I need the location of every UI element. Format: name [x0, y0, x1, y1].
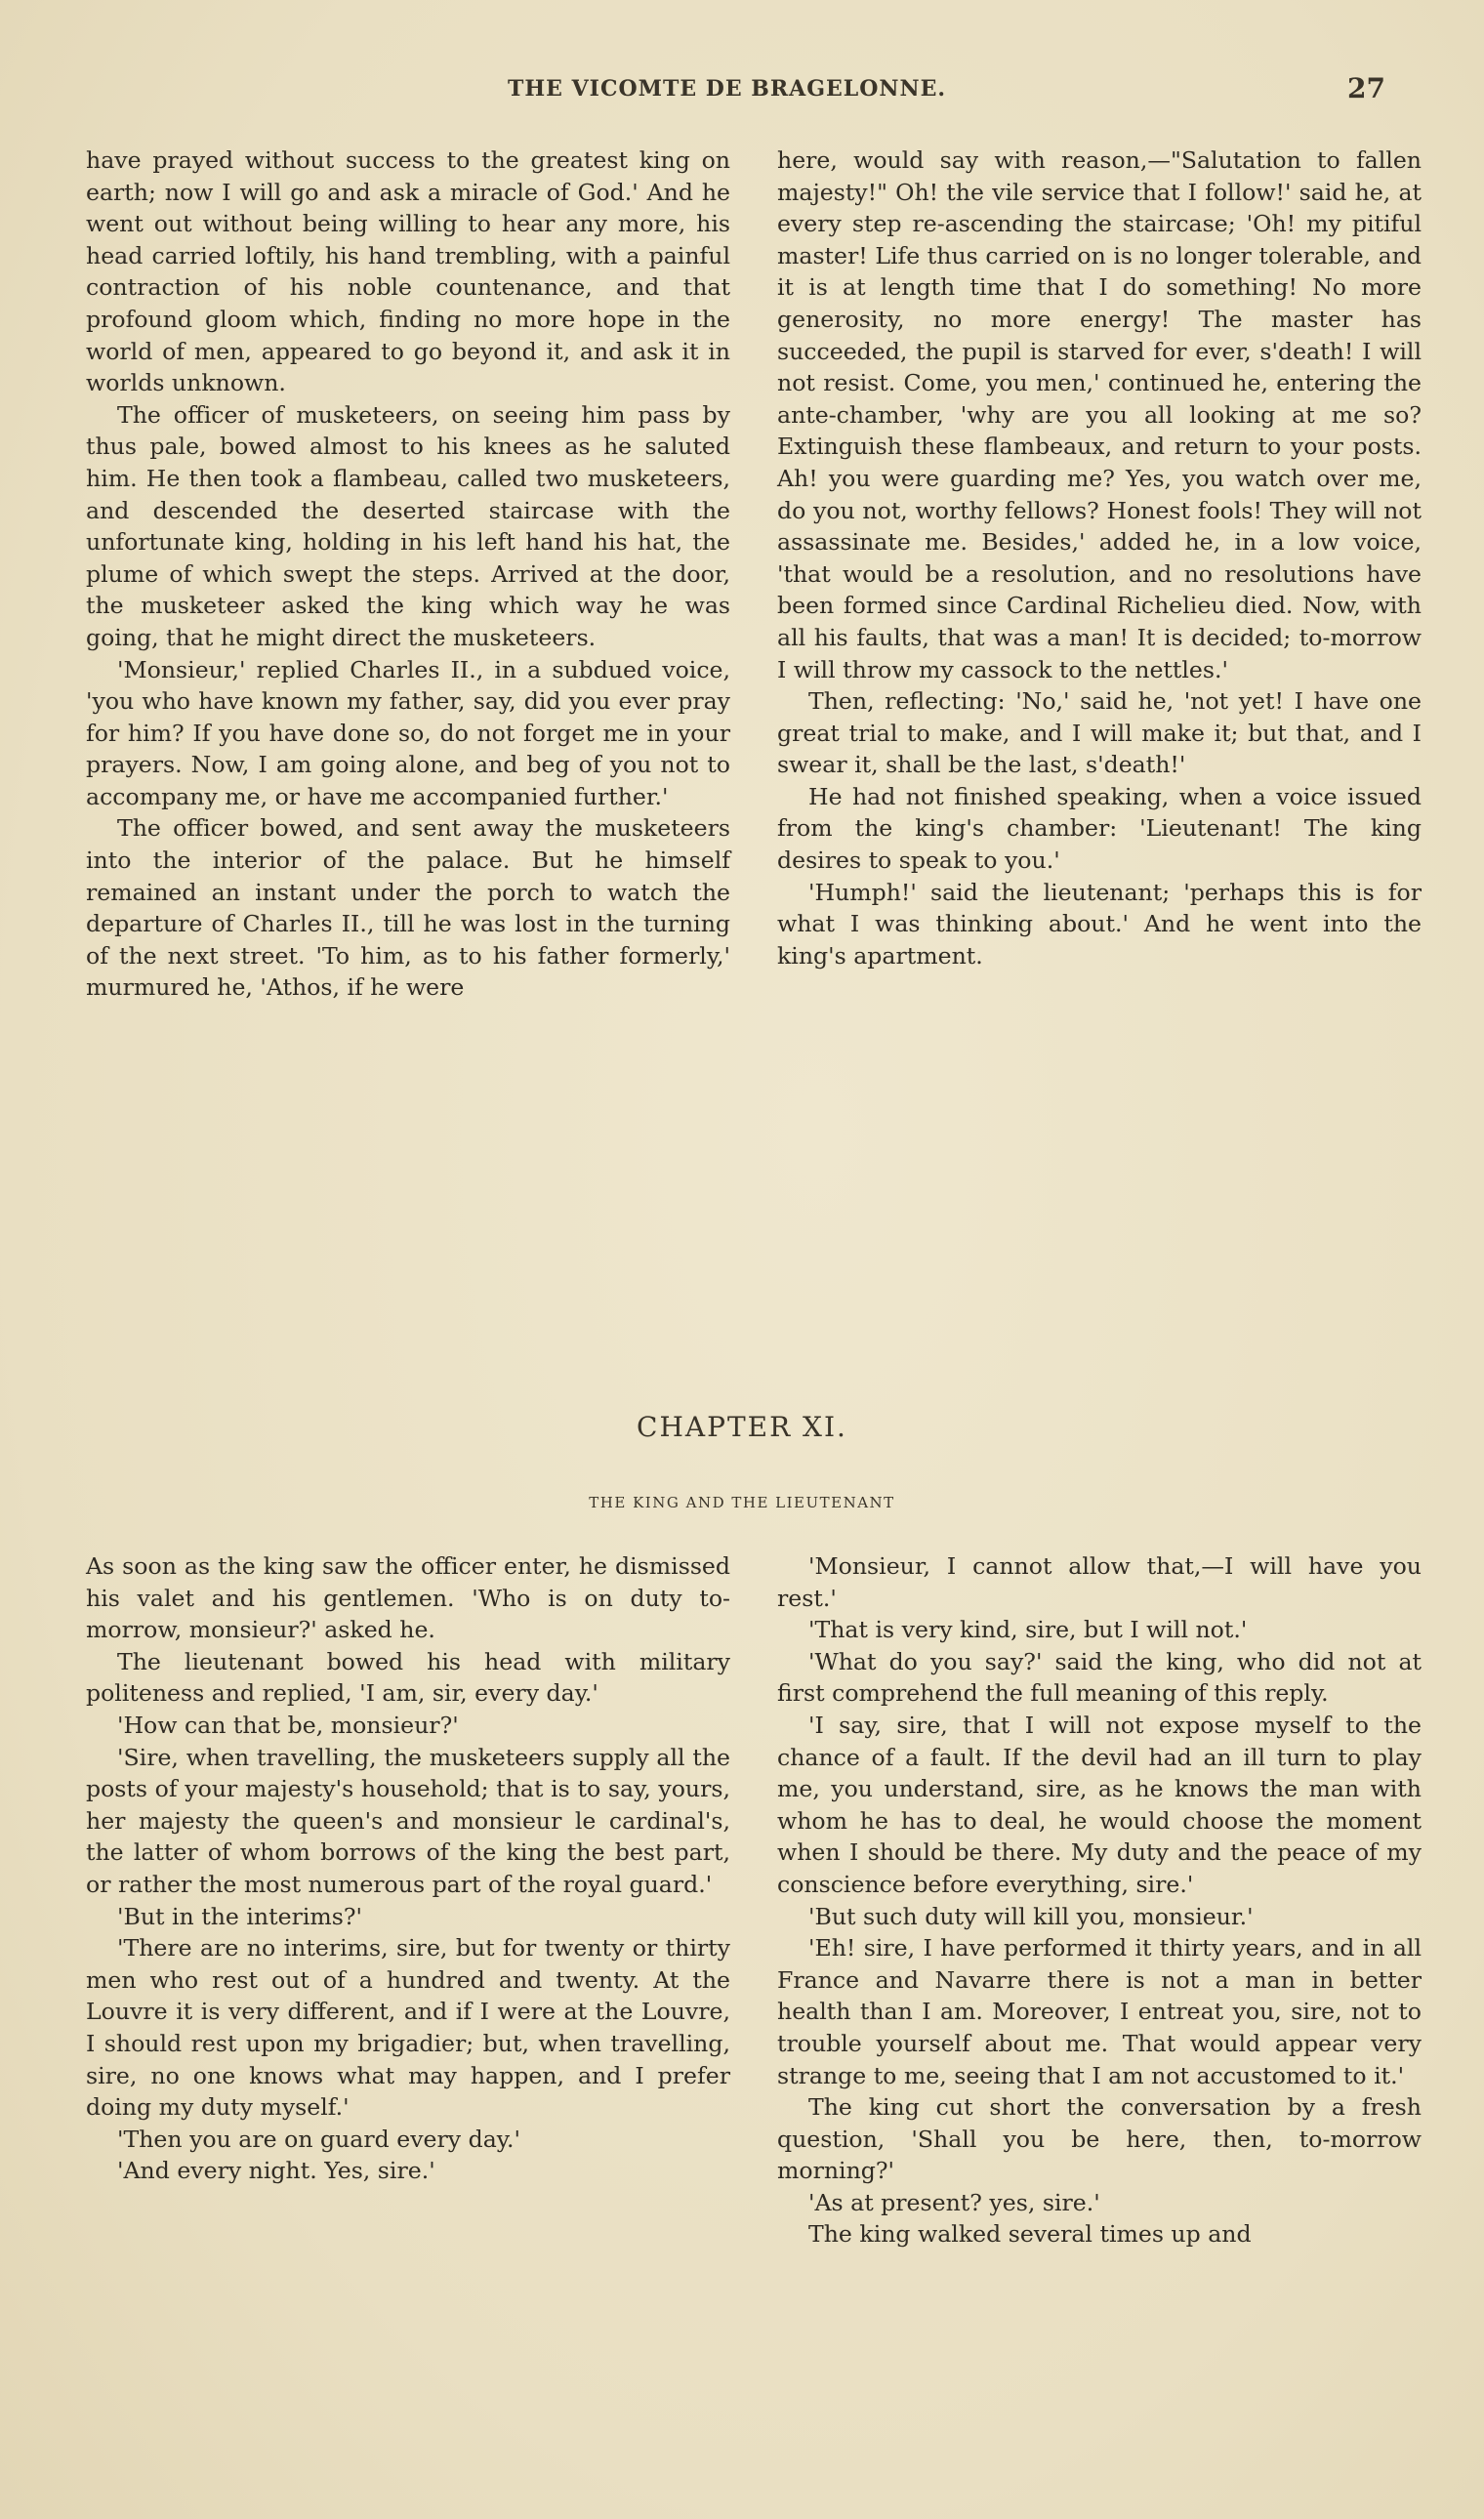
- page-number: 27: [1347, 72, 1385, 104]
- paragraph: Then, reflecting: 'No,' said he, 'not yet! I have one great trial to make, and I will make it; but that, and I swear it, shall be the last, s'death!': [777, 687, 1422, 779]
- paragraph: 'As at present? yes, sire.': [808, 2188, 1100, 2216]
- text-column-top-left: [86, 145, 730, 1004]
- paragraph: 'That is very kind, sire, but I will not.': [808, 1616, 1248, 1644]
- paragraph: The officer bowed, and sent away the musketeers into the interior of the palace. But he himself remained an instant under the porch to watch the departure of Charles II., till he was lost in the turning of the next street. 'To him, as to his father formerly,' murmured he, 'Athos, if he were: [86, 814, 730, 1002]
- running-title: THE VICOMTE DE BRAGELONNE.: [508, 76, 947, 102]
- paragraph: here, would say with reason,—"Salutation to fallen majesty!" Oh! the vile service that I follow!' said he, at every step re-ascending the staircase; 'Oh! my pitiful master! Life thus carried on is no longer tolerable, and it is at length time that I do something! No more generosity, no more energy! The master has succeeded, the pupil is starved for ever, s'death! I will not resist. Come, you men,' continued he, entering the ante-chamber, 'why are you all looking at me so? Extinguish these flambeaux, and return to your posts. Ah! you were guarding me? Yes, you watch over me, do you not, worthy fellows? Honest fools! They will not assassinate me. Besides,' added he, in a low voice, 'that would be a resolution, and no resolutions have been formed since Cardinal Richelieu died. Now, with all his faults, that was a man! It is decided; to-morrow I will throw my cassock to the nettles.': [777, 146, 1422, 683]
- paragraph: have prayed without success to the greatest king on earth; now I will go and ask a miracle of God.' And he went out without being willing to hear any more, his head carried loftily, his hand trembling, with a painful contraction of his noble countenance, and that profound gloom which, finding no more hope in the world of men, appeared to go beyond it, and ask it in worlds unknown.: [86, 146, 730, 397]
- paragraph: The king walked several times up and: [808, 2220, 1252, 2249]
- paragraph: The king cut short the conversation by a fresh question, 'Shall you be here, then, to-morrow morning?': [777, 2093, 1422, 2185]
- text-column-bottom-left: [86, 1550, 730, 2187]
- chapter-title: CHAPTER XI.: [637, 1411, 847, 1443]
- paragraph: 'But in the interims?': [117, 1902, 363, 1930]
- text-column-bottom-right: [777, 1550, 1422, 2251]
- paragraph: 'Humph!' said the lieutenant; 'perhaps this is for what I was thinking about.' And he went into the king's apartment.: [777, 878, 1422, 970]
- paragraph: 'Eh! sire, I have performed it thirty years, and in all France and Navarre there is not a man in better health than I am. Moreover, I entreat you, sire, not to trouble yourself about me. That would appear very strange to me, seeing that I am not accustomed to it.': [777, 1934, 1422, 2089]
- paragraph: The lieutenant bowed his head with military politeness and replied, 'I am, sir, every day.': [86, 1647, 730, 1708]
- paragraph: 'What do you say?' said the king, who did not at first comprehend the full meaning of this reply.: [777, 1647, 1422, 1708]
- paragraph: 'Monsieur,' replied Charles II., in a subdued voice, 'you who have known my father, say, did you ever pray for him? If you have done so, do not forget me in your prayers. Now, I am going alone, and beg of you not to accompany me, or have me accompanied further.': [86, 655, 730, 810]
- paragraph: 'And every night. Yes, sire.': [117, 2157, 435, 2185]
- paragraph: 'Then you are on guard every day.': [117, 2125, 520, 2153]
- paragraph: He had not finished speaking, when a voice issued from the king's chamber: 'Lieutenant! The king desires to speak to you.': [777, 782, 1422, 875]
- paragraph: 'Sire, when travelling, the musketeers supply all the posts of your majesty's household; that is to say, yours, her majesty the queen's and monsieur le cardinal's, the latter of whom borrows of the king the best part, or rather the most numerous part of the royal guard.': [86, 1743, 730, 1898]
- text-column-top-right: [777, 145, 1422, 971]
- paragraph: As soon as the king saw the officer enter, he dismissed his valet and his gentlemen. 'Who is on duty to-morrow, monsieur?' asked he.: [86, 1552, 730, 1644]
- chapter-subtitle: THE KING AND THE LIEUTENANT: [589, 1494, 895, 1511]
- paragraph: The officer of musketeers, on seeing him pass by thus pale, bowed almost to his knees as he saluted him. He then took a flambeau, called two musketeers, and descended the deserted staircase with the unfortunate king, holding in his left hand his hat, the plume of which swept the steps. Arrived at the door, the musketeer asked the king which way he was going, that he might direct the musketeers.: [86, 400, 730, 651]
- paragraph: 'But such duty will kill you, monsieur.': [808, 1902, 1254, 1930]
- paragraph: 'How can that be, monsieur?': [117, 1711, 459, 1739]
- paragraph: 'I say, sire, that I will not expose myself to the chance of a fault. If the devil had an ill turn to play me, you understand, sire, as he knows the man with whom he has to deal, he would choose the moment when I should be there. My duty and the peace of my conscience before everything, sire.': [777, 1711, 1422, 1898]
- paragraph: 'There are no interims, sire, but for twenty or thirty men who rest out of a hundred and twenty. At the Louvre it is very different, and if I were at the Louvre, I should rest upon my brigadier; but, when travelling, sire, no one knows what may happen, and I prefer doing my duty myself.': [86, 1934, 730, 2122]
- paragraph: 'Monsieur, I cannot allow that,—I will have you rest.': [777, 1552, 1422, 1612]
